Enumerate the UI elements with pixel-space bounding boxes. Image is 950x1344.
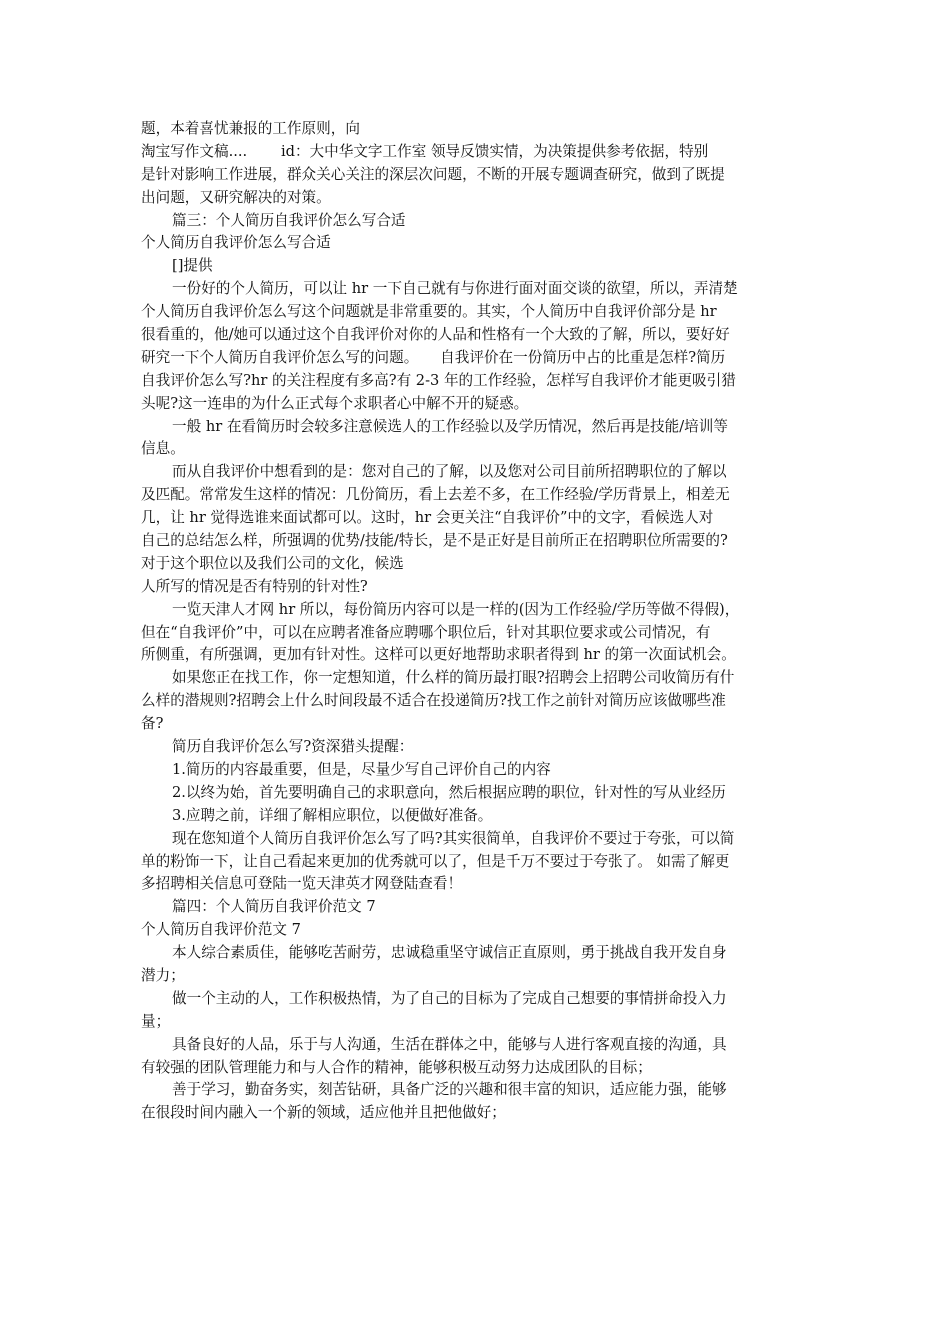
text-line: 做一个主动的人，工作积极热情，为了自己的目标为了完成自己想要的事情拼命投入力 (172, 989, 727, 1007)
document-page (141, 118, 813, 1125)
text-line: 个人简历自我评价范文 7 (141, 921, 301, 939)
text-line: 一览天津人才网 hr 所以，每份简历内容可以是一样的(因为工作经验/学历等做不得假)， (172, 600, 740, 618)
text-line: 及匹配。常常发生这样的情况：几份简历，看上去差不多，在工作经验/学历背景上，相差无 (141, 486, 730, 504)
text-line: 出问题，又研究解决的对策。 (141, 188, 331, 206)
text-line: 现在您知道个人简历自我评价怎么写了吗?其实很简单，自我评价不要过于夸张，可以简 (172, 829, 735, 847)
text-line: 研究一下个人简历自我评价怎么写的问题。 自我评价在一份简历中占的比重是怎样?简历 (141, 348, 726, 366)
text-line: 题，本着喜忧兼报的工作原则，向 (141, 120, 360, 137)
text-line: 一份好的个人简历，可以让 hr 一下自己就有与你进行面对面交谈的欲望，所以，弄清楚 (172, 280, 738, 298)
text-line: 淘宝写作文稿.... id：大中华文字工作室 领导反馈实情，为决策提供参考依据，特别 (141, 142, 709, 160)
text-line: 单的粉饰一下，让自己看起来更加的优秀就可以了，但是千万不要过于夸张了。 如需了解更 (141, 852, 730, 870)
text-line: 个人简历自我评价怎么写合适 (141, 234, 331, 252)
text-line: 所侧重，有所强调，更加有针对性。这样可以更好地帮助求职者得到 hr 的第一次面试机会。 (141, 646, 736, 664)
text-line: 信息。 (141, 440, 185, 458)
text-line: 一般 hr 在看简历时会较多注意候选人的工作经验以及学历情况，然后再是技能/培训等 (172, 417, 728, 435)
text-line: 2.以终为始，首先要明确自己的求职意向，然后根据应聘的职位，针对性的写从业经历 (172, 783, 726, 801)
text-line: 很看重的，他/她可以通过这个自我评价对你的人品和性格有一个大致的了解，所以，要好好 (141, 326, 730, 344)
text-line: 3.应聘之前，详细了解相应职位，以便做好准备。 (172, 806, 493, 824)
text-line: 但在“自我评价”中，可以在应聘者准备应聘哪个职位后，针对其职位要求或公司情况，有 (141, 623, 711, 641)
text-line: 个人简历自我评价怎么写这个问题就是非常重要的。其实，个人简历中自我评价部分是 hr (141, 303, 717, 321)
text-line: 简历自我评价怎么写?资深猎头提醒： (172, 738, 414, 756)
text-line: 如果您正在找工作，你一定想知道，什么样的简历最打眼?招聘会上招聘公司收简历有什 (172, 669, 735, 687)
text-line: 在很段时间内融入一个新的领域，适应他并且把他做好； (141, 1104, 506, 1122)
text-line: 篇三：个人简历自我评价怎么写合适 (172, 211, 406, 229)
text-line: 善于学习，勤奋务实，刻苦钻研，具备广泛的兴趣和很丰富的知识，适应能力强，能够 (172, 1081, 727, 1099)
text-line: 自己的总结怎么样，所强调的优势/技能/特长，是不是正好是目前所正在招聘职位所需要的? (141, 532, 728, 550)
text-line: 头呢?这一连串的为什么正式每个求职者心中解不开的疑惑。 (141, 394, 529, 412)
text-line: 潜力； (141, 966, 185, 984)
text-line: 人所写的情况是否有特别的针对性? (141, 577, 368, 595)
text-line: 量； (141, 1012, 171, 1030)
text-line: 具备良好的人品，乐于与人沟通，生活在群体之中，能够与人进行客观直接的沟通，具 (172, 1035, 727, 1053)
text-line: 对于这个职位以及我们公司的文化，候选 (141, 554, 404, 572)
text-line: 本人综合素质佳，能够吃苦耐劳，忠诚稳重坚守诚信正直原则，勇于挑战自我开发自身 (172, 944, 727, 962)
text-line: 而从自我评价中想看到的是：您对自己的了解，以及您对公司目前所招聘职位的了解以 (172, 463, 727, 481)
text-line: 是针对影响工作进展，群众关心关注的深层次问题，不断的开展专题调查研究，做到了既提 (141, 165, 725, 183)
text-line: 自我评价怎么写?hr 的关注程度有多高?有 2-3 年的工作经验，怎样写自我评价才能更吸引猎 (141, 371, 736, 389)
text-line: 1.简历的内容最重要，但是，尽量少写自己评价自己的内容 (172, 760, 551, 778)
text-line: 几，让 hr 觉得选谁来面试都可以。这时，hr 会更关注“自我评价”中的文字，看候选人对 (141, 509, 714, 527)
text-line: 有较强的团队管理能力和与人合作的精神，能够积极互动努力达成团队的目标； (141, 1058, 652, 1076)
text-line: 么样的潜规则?招聘会上什么时间段最不适合在投递简历?找工作之前针对简历应该做哪些准 (141, 692, 726, 710)
text-line: []提供 (172, 257, 213, 275)
text-line: 多招聘相关信息可登陆一览天津英才网登陆查看！ (141, 875, 463, 893)
text-line: 备? (141, 715, 164, 733)
text-line: 篇四：个人简历自我评价范文 7 (172, 898, 376, 916)
